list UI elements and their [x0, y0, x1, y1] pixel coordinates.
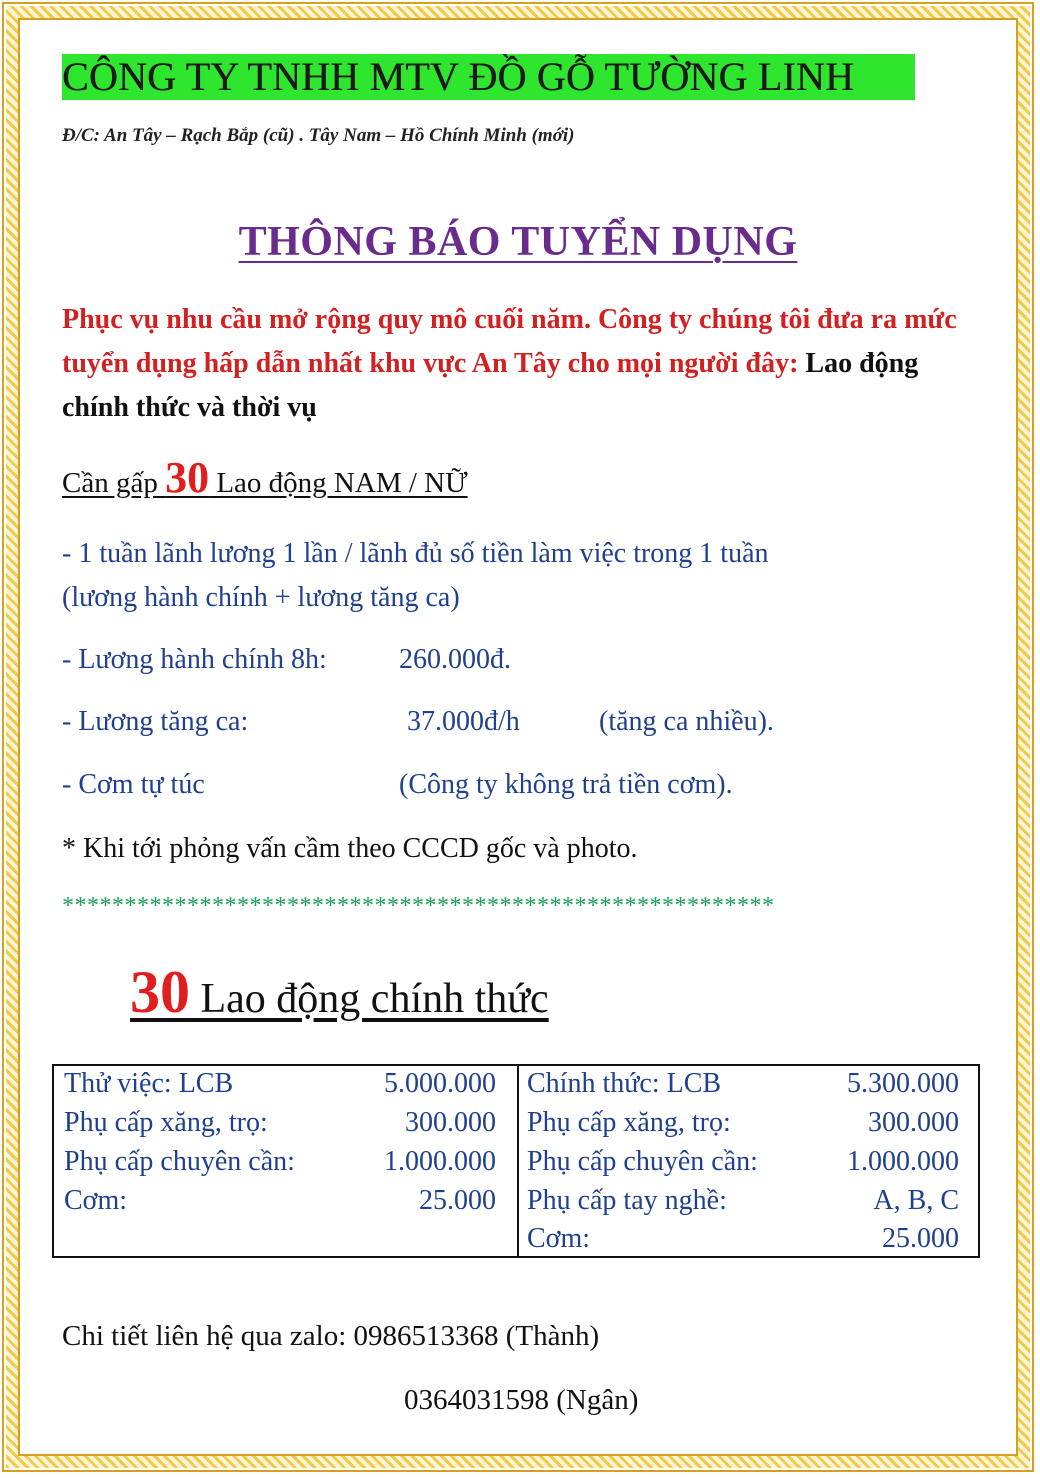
- intro-red-text: Phục vụ nhu cầu mở rộng quy mô cuối năm. Công ty chúng tôi đưa ra mức tuyển dụng hấp dẫn nhất khu vực An Tây cho mọi người đây:: [62, 304, 957, 379]
- urgent-need-line: [62, 452, 468, 503]
- admin-salary-value: 260.000đ.: [399, 644, 511, 675]
- overtime-value: 37.000đ/h: [407, 706, 520, 737]
- intro-paragraph: [62, 298, 982, 430]
- probation-fuel-label: Phụ cấp xăng, trọ:: [64, 1107, 268, 1138]
- official-meal-label: Cơm:: [527, 1223, 591, 1254]
- need-prefix: Cần gấp: [62, 467, 166, 499]
- contact-line-1: Chi tiết liên hệ qua zalo: 0986513368 (Thành): [62, 1320, 600, 1352]
- probation-attendance-label: Phụ cấp chuyên cần:: [64, 1146, 295, 1177]
- need-number: 30: [165, 453, 210, 502]
- company-name: CÔNG TY TNHH MTV ĐỒ GỖ TƯỜNG LINH: [62, 54, 915, 100]
- overtime-label: - Lương tăng ca:: [62, 706, 249, 737]
- official-skill-value: A, B, C: [873, 1185, 959, 1216]
- overtime-note: (tăng ca nhiều).: [599, 706, 774, 737]
- need-suffix: Lao động NAM / NỮ: [209, 467, 468, 499]
- probation-meal-label: Cơm:: [64, 1185, 128, 1216]
- official-fuel-value: 300.000: [868, 1107, 959, 1138]
- weekly-pay-line-1: - 1 tuần lãnh lương 1 lần / lãnh đủ số tiền làm việc trong 1 tuần: [62, 538, 769, 569]
- interview-note: * Khi tới phỏng vấn cầm theo CCCD gốc và photo.: [62, 833, 638, 864]
- official-base-value: 5.300.000: [847, 1068, 959, 1099]
- probation-attendance-value: 1.000.000: [384, 1146, 496, 1177]
- overtime-salary-line: [62, 706, 774, 738]
- official-attendance-value: 1.000.000: [847, 1146, 959, 1177]
- official-meal-value: 25.000: [882, 1223, 959, 1254]
- probation-fuel-value: 300.000: [405, 1107, 496, 1138]
- contact-line-2: 0364031598 (Ngân): [404, 1384, 639, 1416]
- official-heading: [130, 958, 549, 1027]
- meal-note: (Công ty không trả tiền cơm).: [399, 769, 733, 800]
- intro-black-text: Lao động chính thức và thời vụ: [62, 348, 919, 423]
- meal-line: [62, 769, 733, 801]
- weekly-pay-line-2: (lương hành chính + lương tăng ca): [62, 582, 460, 613]
- official-attendance-label: Phụ cấp chuyên cần:: [527, 1146, 758, 1177]
- company-address: Đ/C: An Tây – Rạch Bắp (cũ) . Tây Nam – Hồ Chính Minh (mới): [62, 125, 575, 146]
- notice-title-wrap: [0, 218, 1036, 266]
- official-label: Lao động chính thức: [200, 976, 549, 1022]
- admin-salary-label: - Lương hành chính 8h:: [62, 644, 327, 675]
- official-number: 30: [130, 959, 190, 1025]
- official-base-label: Chính thức: LCB: [527, 1068, 722, 1099]
- official-fuel-label: Phụ cấp xăng, trọ:: [527, 1107, 731, 1138]
- probation-label: Thử việc: LCB: [64, 1068, 234, 1099]
- salary-table-divider: [517, 1066, 519, 1256]
- star-separator: *********************************************************: [62, 893, 775, 919]
- notice-title: THÔNG BÁO TUYỂN DỤNG: [238, 219, 798, 265]
- meal-label: - Cơm tự túc: [62, 769, 205, 800]
- admin-salary-line: [62, 644, 511, 676]
- probation-meal-value: 25.000: [419, 1185, 496, 1216]
- official-skill-label: Phụ cấp tay nghề:: [527, 1185, 727, 1216]
- salary-table: [52, 1064, 980, 1258]
- probation-value: 5.000.000: [384, 1068, 496, 1099]
